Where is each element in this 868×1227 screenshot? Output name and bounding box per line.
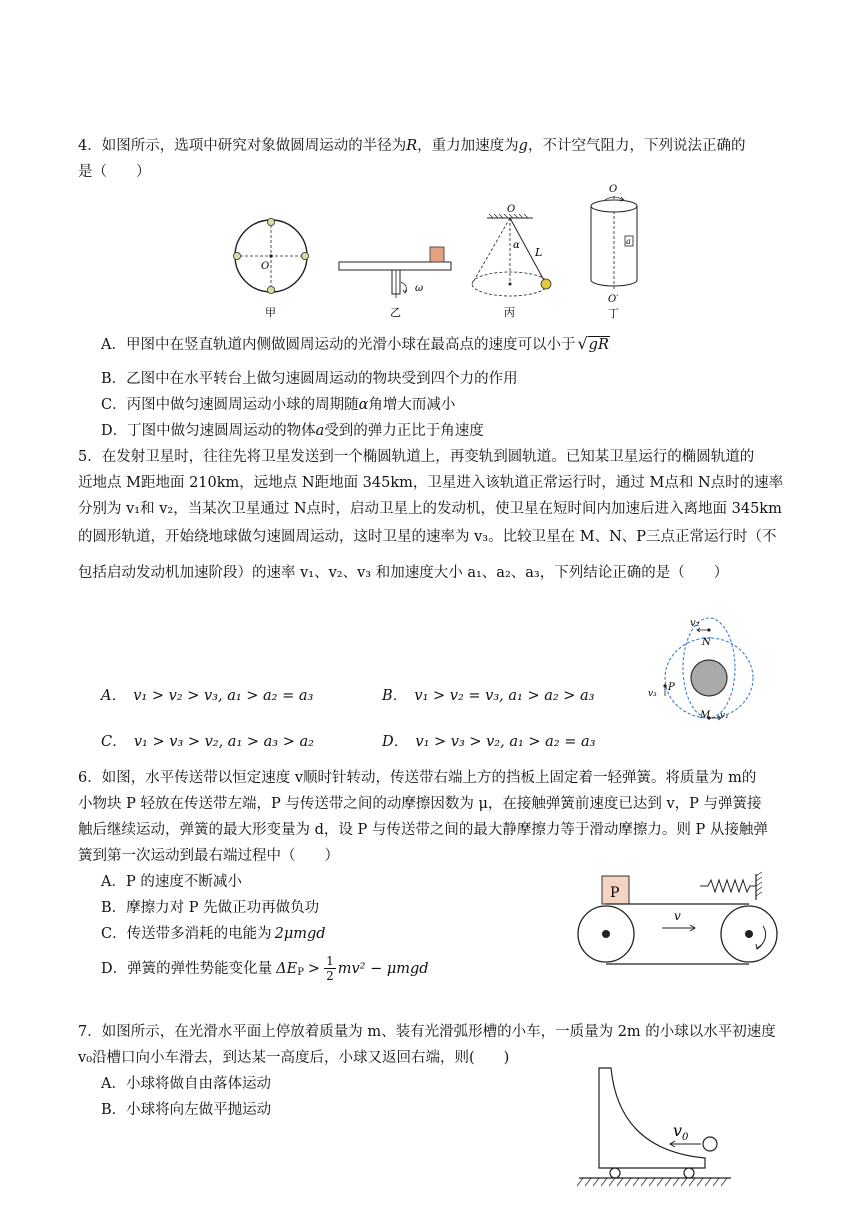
orbit-v2-label: v₂ [690, 618, 700, 629]
q4-option-b: B．乙图中在水平转台上做匀速圆周运动的物块受到四个力的作用 [101, 371, 518, 387]
q6-option-c: C．传送带多消耗的电能为 2μmgd [101, 926, 326, 942]
q5-option-b: B． v₁ > v₂ = v₃, a₁ > a₂ > a₃ [382, 688, 595, 704]
bing-O-label: O [507, 204, 516, 215]
q5-orbit-figure [640, 612, 780, 730]
q7-stem-line-2: v₀沿槽口向小车滑去，到达某一高度后，小球又返回右端，则( ) [78, 1050, 510, 1066]
q5-stem-line-3: 分别为 v₁和 v₂，当某次卫星通过 N点时，启动卫星上的发动机，使卫星在短时间内加速后进入离地面 345km [78, 501, 782, 517]
q7-option-b: B．小球将向左做平抛运动 [101, 1102, 272, 1118]
bing-L-label: L [535, 246, 543, 259]
q6-option-d: D．弹簧的弹性势能变化量 ΔE P > 1 2 mv² − μmgd [101, 954, 429, 983]
yi-caption: 乙 [390, 306, 401, 319]
q6-stem-line-3: 触后继续运动，弹簧的最大形变量为 d，设 P 与传送带之间的最大静摩擦力等于滑动摩擦力。则 P 从接触弹 [78, 822, 768, 838]
jia-caption: 甲 [265, 306, 276, 319]
sqrt-gR: √gR [577, 334, 609, 353]
belt-v-label: v [674, 909, 681, 923]
ding-a-label: a [626, 237, 631, 246]
q6-stem-line-2: 小物块 P 轻放在传送带左端，P 与传送带之间的动摩擦因数为 μ，在接触弹簧前速度已达到 v，P 与弹簧接 [78, 796, 762, 812]
q4-option-a: A．甲图中在竖直轨道内侧做圆周运动的光滑小球在最高点的速度可以小于 √gR [101, 334, 609, 353]
q4-option-d: D．丁图中做匀速圆周运动的物体a受到的弹力正比于角速度 [101, 423, 484, 439]
var-R: R [406, 138, 418, 154]
q6-option-a: A．P 的速度不断减小 [101, 874, 242, 890]
jia-O-label: O [261, 261, 270, 272]
ding-caption: 丁 [608, 307, 619, 320]
q7-stem-line-1: 7．如图所示，在光滑水平面上停放着质量为 m、装有光滑弧形槽的小车，一质量为 2m 的小球以水平初速度 [78, 1024, 776, 1040]
block-P-label: P [610, 885, 620, 901]
figure-yi [339, 247, 451, 319]
orbit-M-label: M [700, 710, 711, 721]
bing-alpha-label: α [513, 240, 520, 251]
orbit-v3-label: v₃ [648, 689, 657, 699]
q6-stem-line-1: 6．如图，水平传送带以恒定速度 v顺时针转动，传送带右端上方的挡板上固定着一轻弹簧。将质量为 m的 [78, 770, 757, 786]
q5-stem-line-1: 5．在发射卫星时，往往先将卫星发送到一个椭圆轨道上，再变轨到圆轨道。已知某卫星运行的椭圆轨道的 [78, 449, 755, 465]
q5-stem-line-4: 的圆形轨道，开始绕地球做匀速圆周运动，这时卫星的速率为 v₃。比较卫星在 M、N、P三点正常运行时（不 [78, 529, 777, 545]
ding-O2-label: O′ [608, 294, 619, 305]
q5-option-c: C． v₁ > v₃ > v₂, a₁ > a₃ > a₂ [101, 734, 314, 750]
q6-conveyor-figure [572, 870, 782, 970]
orbit-v1-label: v₁ [720, 711, 729, 721]
q5-stem-line-2: 近地点 M距地面 210km，远地点 N距地面 345km，卫星进入该轨道正常运行时，通过 M点和 N点时的速率 [78, 475, 784, 491]
ding-O-label: O [609, 184, 618, 195]
bing-caption: 丙 [504, 306, 515, 319]
orbit-P-label: P [668, 682, 675, 693]
q4-stem-line-1: 4．如图所示，选项中研究对象做圆周运动的半径为R，重力加速度为g，不计空气阻力，下列说法正确的 [78, 138, 746, 154]
figure-jia [233, 218, 308, 319]
q5-option-a: A． v₁ > v₂ > v₃, a₁ > a₂ = a₃ [101, 688, 314, 704]
q4-stem-line-2: 是（ ） [78, 164, 151, 180]
cart-v0-label: $v_0$ [673, 1121, 689, 1143]
fraction-half: 1 2 [326, 954, 334, 983]
var-g: g [518, 138, 528, 154]
yi-omega-label: ω [415, 283, 424, 294]
q7-cart-figure [575, 1060, 735, 1188]
q6-stem-line-4: 簧到第一次运动到最右端过程中（ ） [78, 848, 339, 864]
figure-ding [591, 184, 637, 320]
q5-option-d: D． v₁ > v₃ > v₂, a₁ > a₂ = a₃ [382, 734, 596, 750]
orbit-N-label: N [702, 637, 711, 648]
q6-c-formula: 2μmgd [274, 926, 326, 942]
q7-option-a: A．小球将做自由落体运动 [101, 1076, 271, 1092]
q5-stem-line-5: 包括启动发动机加速阶段）的速率 v₁、v₂、v₃ 和加速度大小 a₁、a₂、a₃，下列结论正确的是（ ） [78, 565, 729, 581]
q6-option-b: B．摩擦力对 P 先做正功再做负功 [101, 900, 320, 916]
q4-option-c: C．丙图中做匀速圆周运动小球的周期随α角增大而减小 [101, 397, 456, 413]
figure-bing [472, 204, 551, 319]
q4-figure [225, 178, 655, 320]
